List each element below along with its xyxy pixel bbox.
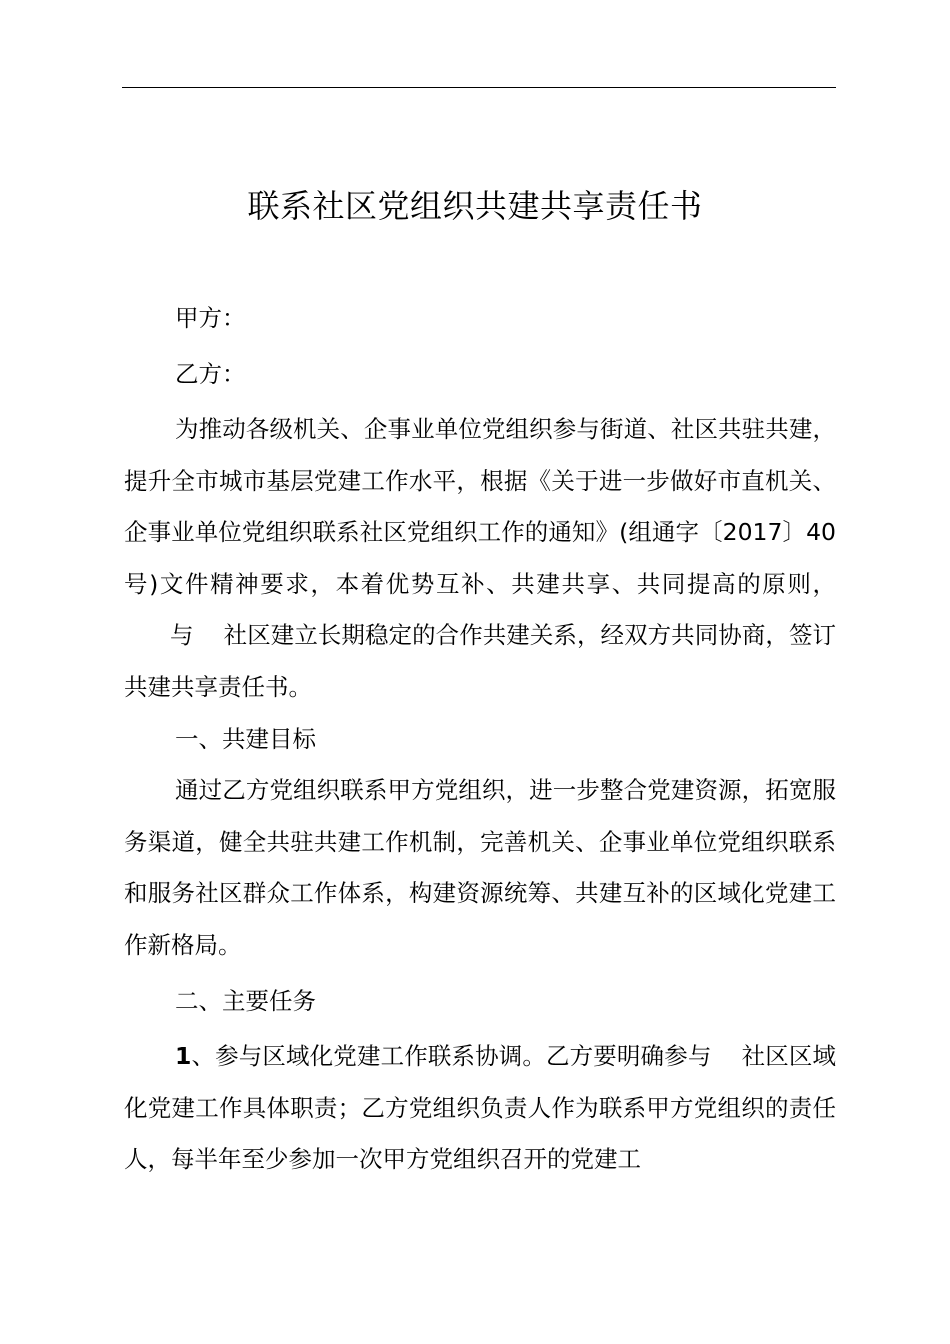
section2-item1-paragraph xyxy=(124,1031,836,1186)
intro-text-part1: 为推动各级机关、企事业单位党组织参与街道、社区共驻共建，提升全市城市基层党建工作水平，根据《关于进一步做好市直机关、企事业单位党组织联系社区党组织工作的通知》(组通字〔2017〕40号)文件精神要求，本着优势互补、共建共享、共同提高的原则， xyxy=(124,415,836,598)
section1-paragraph: 通过乙方党组织联系甲方党组织，进一步整合党建资源，拓宽服务渠道，健全共驻共建工作机制，完善机关、企事业单位党组织联系和服务社区群众工作体系，构建资源统筹、共建互补的区域化党建工作新格局。 xyxy=(124,776,836,959)
intro-text-part2: 与 xyxy=(170,621,194,649)
item-number: 1 xyxy=(175,1042,192,1070)
item1-text-part1: 、参与区域化党建工作联系协调。乙方要明确参与 xyxy=(191,1042,712,1070)
intro-text-part3: 社区建立长期稳定的合作共建关系，经双方共同协商，签订共建共享责任书。 xyxy=(124,621,837,701)
header-rule xyxy=(122,87,836,88)
document-body xyxy=(124,292,836,1186)
section1-heading: 一、共建目标 xyxy=(175,725,316,753)
document-title: 联系社区党组织共建共享责任书 xyxy=(247,187,703,225)
party-a-label: 甲方： xyxy=(175,304,246,332)
intro-paragraph xyxy=(124,404,836,713)
section2-heading: 二、主要任务 xyxy=(175,987,316,1015)
item1-text-part2: 社区区域化党建工作具体职责；乙方党组织负责人作为联系甲方党组织的责任人，每半年至少参加一次甲方党组织召开的党建工 xyxy=(124,1042,837,1173)
party-b-label: 乙方： xyxy=(175,360,246,388)
